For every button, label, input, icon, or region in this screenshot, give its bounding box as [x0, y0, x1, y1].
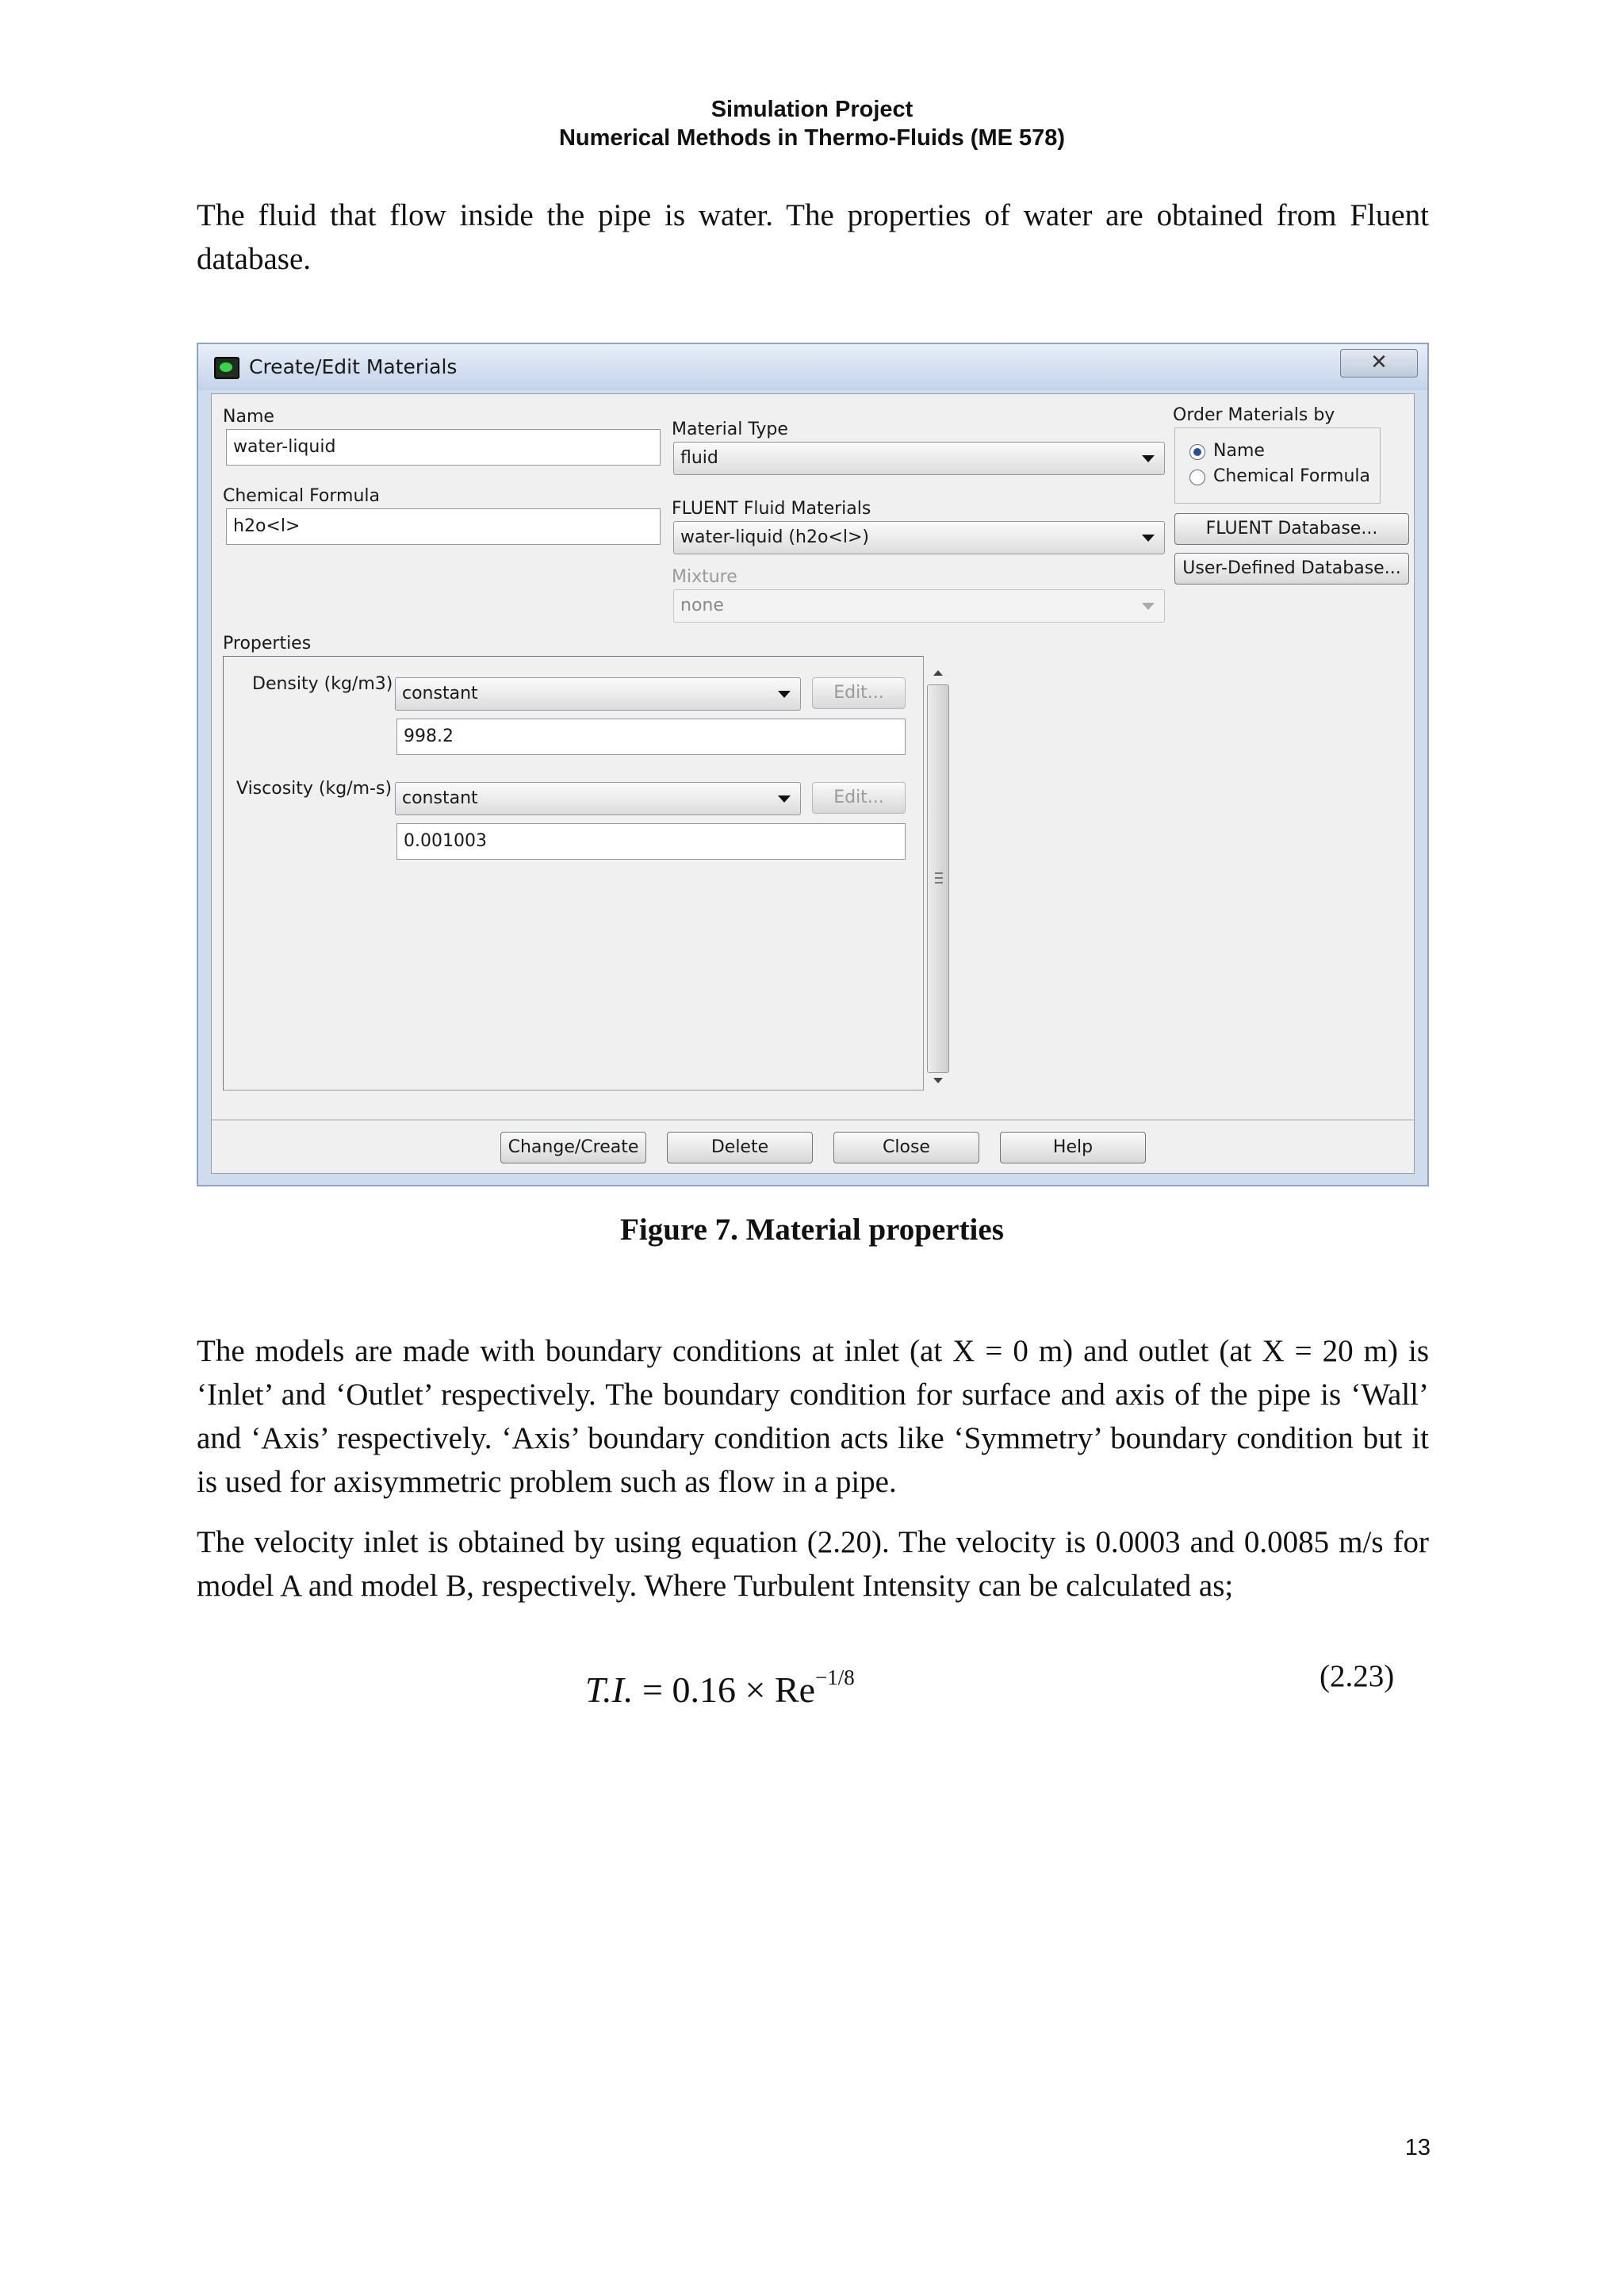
- button-bar-separator: [212, 1119, 1414, 1121]
- material-type-dropdown[interactable]: [673, 442, 1165, 475]
- chevron-down-icon: [1142, 535, 1155, 542]
- density-method-value: constant: [402, 684, 478, 703]
- properties-label: Properties: [223, 634, 312, 654]
- velocity-paragraph: The velocity inlet is obtained by using equation (2.20). The velocity is 0.0003 and 0.0085 m/s for model A and model B, respectively. Where Turbulent Intensity can be calculated as;: [197, 1525, 1429, 1603]
- order-materials-group: [1174, 427, 1381, 504]
- order-materials-label: Order Materials by: [1173, 405, 1335, 425]
- density-method-dropdown[interactable]: [395, 677, 801, 711]
- chevron-down-icon: [778, 691, 791, 698]
- grip-icon: [935, 872, 943, 884]
- fluent-fluid-materials-label: FLUENT Fluid Materials: [672, 499, 871, 519]
- help-button[interactable]: Help: [1000, 1132, 1146, 1163]
- chemical-formula-field[interactable]: h2o<l>: [226, 508, 661, 545]
- close-icon[interactable]: ✕: [1340, 349, 1418, 378]
- density-value-field[interactable]: 998.2: [396, 719, 906, 755]
- figure-caption: Figure 7. Material properties: [620, 1213, 1004, 1247]
- density-label: Density (kg/m3): [252, 674, 393, 694]
- fluent-database-button[interactable]: FLUENT Database...: [1174, 513, 1409, 545]
- chevron-down-icon: [1142, 603, 1155, 610]
- order-by-name-radio[interactable]: [1189, 444, 1205, 460]
- equation-number: (2.23): [1320, 1659, 1395, 1693]
- header-course-title: Numerical Methods in Thermo-Fluids (ME 578): [558, 125, 1066, 151]
- material-type-label: Material Type: [672, 420, 788, 439]
- dialog-titlebar: [198, 344, 1427, 390]
- user-defined-database-button[interactable]: User-Defined Database...: [1174, 553, 1409, 585]
- order-by-name-label: Name: [1213, 441, 1265, 461]
- page-number: 13: [1404, 2135, 1431, 2160]
- equation-rhs: = 0.16 × Re: [642, 1669, 815, 1710]
- viscosity-label: Viscosity (kg/m-s): [236, 779, 393, 799]
- viscosity-value-field[interactable]: 0.001003: [396, 823, 906, 860]
- create-edit-materials-dialog: [197, 343, 1429, 1186]
- name-field[interactable]: water-liquid: [226, 429, 661, 466]
- mixture-dropdown[interactable]: [673, 589, 1165, 623]
- turbulent-intensity-equation: [585, 1650, 855, 1718]
- mixture-label: Mixture: [672, 567, 737, 587]
- page-header: [0, 95, 1624, 152]
- intro-paragraph: The fluid that flow inside the pipe is water. The properties of water are obtained from Fluent database.: [197, 198, 1429, 276]
- boundary-paragraph: The models are made with boundary conditions at inlet (at X = 0 m) and outlet (at X = 20 m) is ‘Inlet’ and ‘Outlet’ respectively. The boundary condition for surface and axis of the pipe is ‘Wall’ and ‘Axis’ respectively. ‘Axis’ boundary condition acts like ‘Symmetry’ boundary condition but it is used for axisymmetric problem such as flow in a pipe.: [197, 1334, 1429, 1499]
- equation-exponent: −1/8: [814, 1665, 855, 1689]
- scroll-up-icon[interactable]: [933, 670, 943, 676]
- name-label: Name: [223, 407, 274, 427]
- equation-lhs: T.I.: [585, 1669, 634, 1710]
- order-by-formula-label: Chemical Formula: [1213, 466, 1371, 486]
- chemical-formula-label: Chemical Formula: [223, 486, 381, 506]
- properties-scrollbar[interactable]: [925, 664, 951, 1092]
- dialog-title: Create/Edit Materials: [249, 355, 458, 378]
- chevron-down-icon: [1142, 455, 1155, 462]
- material-type-value: fluid: [680, 448, 718, 468]
- scrollbar-thumb[interactable]: [927, 684, 949, 1073]
- viscosity-edit-button[interactable]: Edit...: [812, 782, 906, 814]
- fluent-fluid-materials-value: water-liquid (h2o<l>): [680, 527, 869, 547]
- dialog-panel: [211, 393, 1415, 1174]
- viscosity-method-dropdown[interactable]: [395, 782, 801, 815]
- density-edit-button[interactable]: Edit...: [812, 677, 906, 709]
- order-by-formula-radio[interactable]: [1189, 470, 1205, 485]
- change-create-button[interactable]: Change/Create: [500, 1132, 646, 1163]
- fluent-fluid-materials-dropdown[interactable]: [673, 521, 1165, 554]
- mixture-value: none: [680, 596, 724, 615]
- properties-box: [223, 656, 924, 1091]
- scroll-down-icon[interactable]: [933, 1078, 943, 1083]
- close-button[interactable]: Close: [833, 1132, 979, 1163]
- chevron-down-icon: [778, 795, 791, 803]
- viscosity-method-value: constant: [402, 788, 478, 808]
- delete-button[interactable]: Delete: [667, 1132, 813, 1163]
- fluent-app-icon: [214, 357, 239, 379]
- header-project-title: Simulation Project: [710, 97, 914, 122]
